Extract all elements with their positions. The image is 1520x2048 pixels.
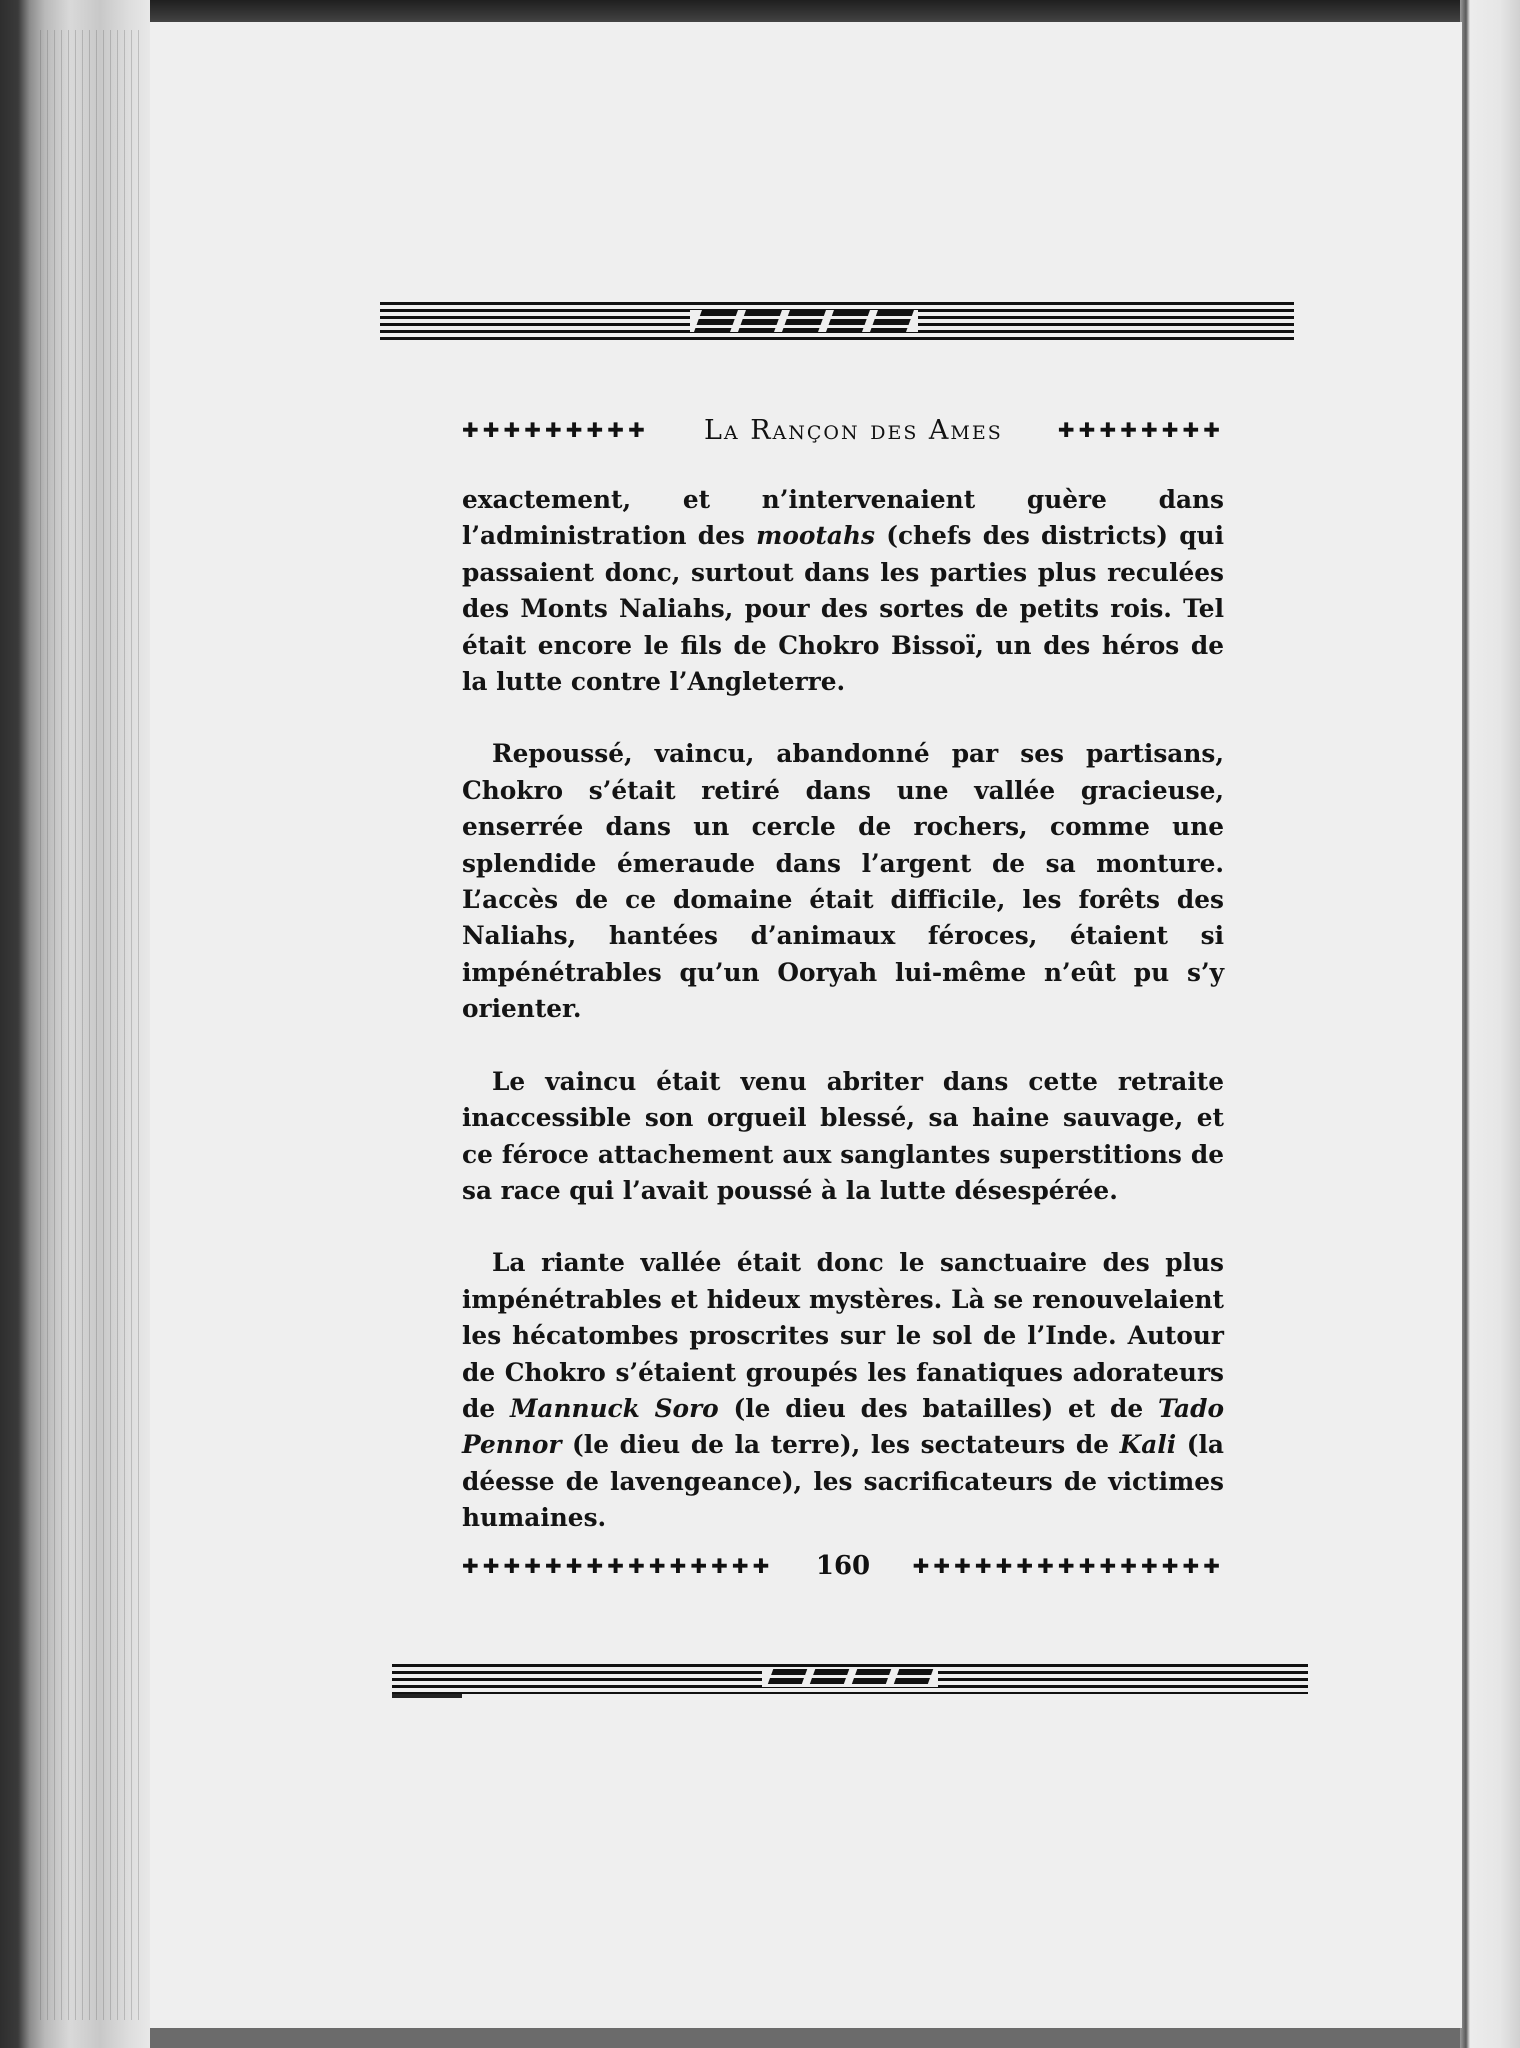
rule-dash-ornament	[690, 310, 918, 332]
italic-term: Mannuck Soro	[509, 1393, 719, 1423]
paragraph	[462, 1245, 1224, 1536]
book-right-edge	[1460, 0, 1520, 2048]
book-page-stack-edge	[0, 0, 150, 2048]
text-run: (la déesse de lavengeance), les sacrificateurs de victimes humaines.	[462, 1430, 1224, 1533]
top-ornamental-rule	[380, 302, 1294, 342]
italic-term: Tado Pennor	[462, 1393, 1224, 1460]
page-number: 160	[815, 1551, 871, 1581]
crosses-ornament-left: ✚✚✚✚✚✚✚✚✚	[462, 418, 649, 442]
paragraph: Repoussé, vaincu, abandonné par ses partisans, Chokro s’était retiré dans une vallée gracieuse, enserrée dans un cercle de rochers, comme une splendide émeraude dans l’argent de sa monture. L’accès de ce domaine était difficile, les forêts des Naliahs, hantées d’animaux féroces, étaient si impénétrables qu’un Ooryah lui-même n’eût pu s’y orienter.	[462, 739, 1224, 1024]
bottom-ornamental-rule	[392, 1664, 1308, 1694]
paragraph	[462, 482, 1224, 700]
italic-term: Kali	[1119, 1430, 1177, 1460]
text-run: (le dieu de la terre), les sectateurs de	[561, 1430, 1120, 1460]
crosses-ornament-right: ✚✚✚✚✚✚✚✚✚✚✚✚✚✚✚	[912, 1554, 1224, 1578]
text-run: (le dieu des batailles) et de	[718, 1393, 1158, 1423]
crosses-ornament-left: ✚✚✚✚✚✚✚✚✚✚✚✚✚✚✚	[462, 1554, 774, 1578]
body-text	[462, 482, 1224, 1573]
text-run: (chefs des districts) qui passaient donc, surtout dans les parties plus reculées des Monts Naliahs, pour des sortes de petits rois. Tel était encore le fils de Chokro Bissoï, un des héros de la lutte contre l’Angleterre.	[462, 521, 1224, 697]
italic-term: mootahs	[756, 521, 875, 551]
page-folio	[462, 1546, 1224, 1586]
text-run: La riante vallée était donc le sanctuaire des plus impénétrables et hideux mystères. Là se renouvelaient les hécatombes proscrites sur le sol de l’Inde. Autour de Chokro s’étaient groupés les fanatiques adorateurs de	[462, 1248, 1224, 1423]
running-title: La Rançon des Ames	[703, 414, 1003, 446]
page-stack-lines	[40, 30, 140, 2020]
paragraph: Le vaincu était venu abriter dans cette retraite inaccessible son orgueil blessé, sa haine sauvage, et ce féroce attachement aux sanglantes superstitions de sa race qui l’avait poussé à la lutte désespérée.	[462, 1066, 1224, 1205]
text-run: exactement, et n’intervenaient guère dans l’administration des	[462, 485, 1224, 551]
running-head	[462, 410, 1224, 450]
rule-dash-ornament	[762, 1669, 938, 1687]
crosses-ornament-right: ✚✚✚✚✚✚✚✚	[1057, 418, 1224, 442]
rule-tail	[392, 1694, 462, 1698]
